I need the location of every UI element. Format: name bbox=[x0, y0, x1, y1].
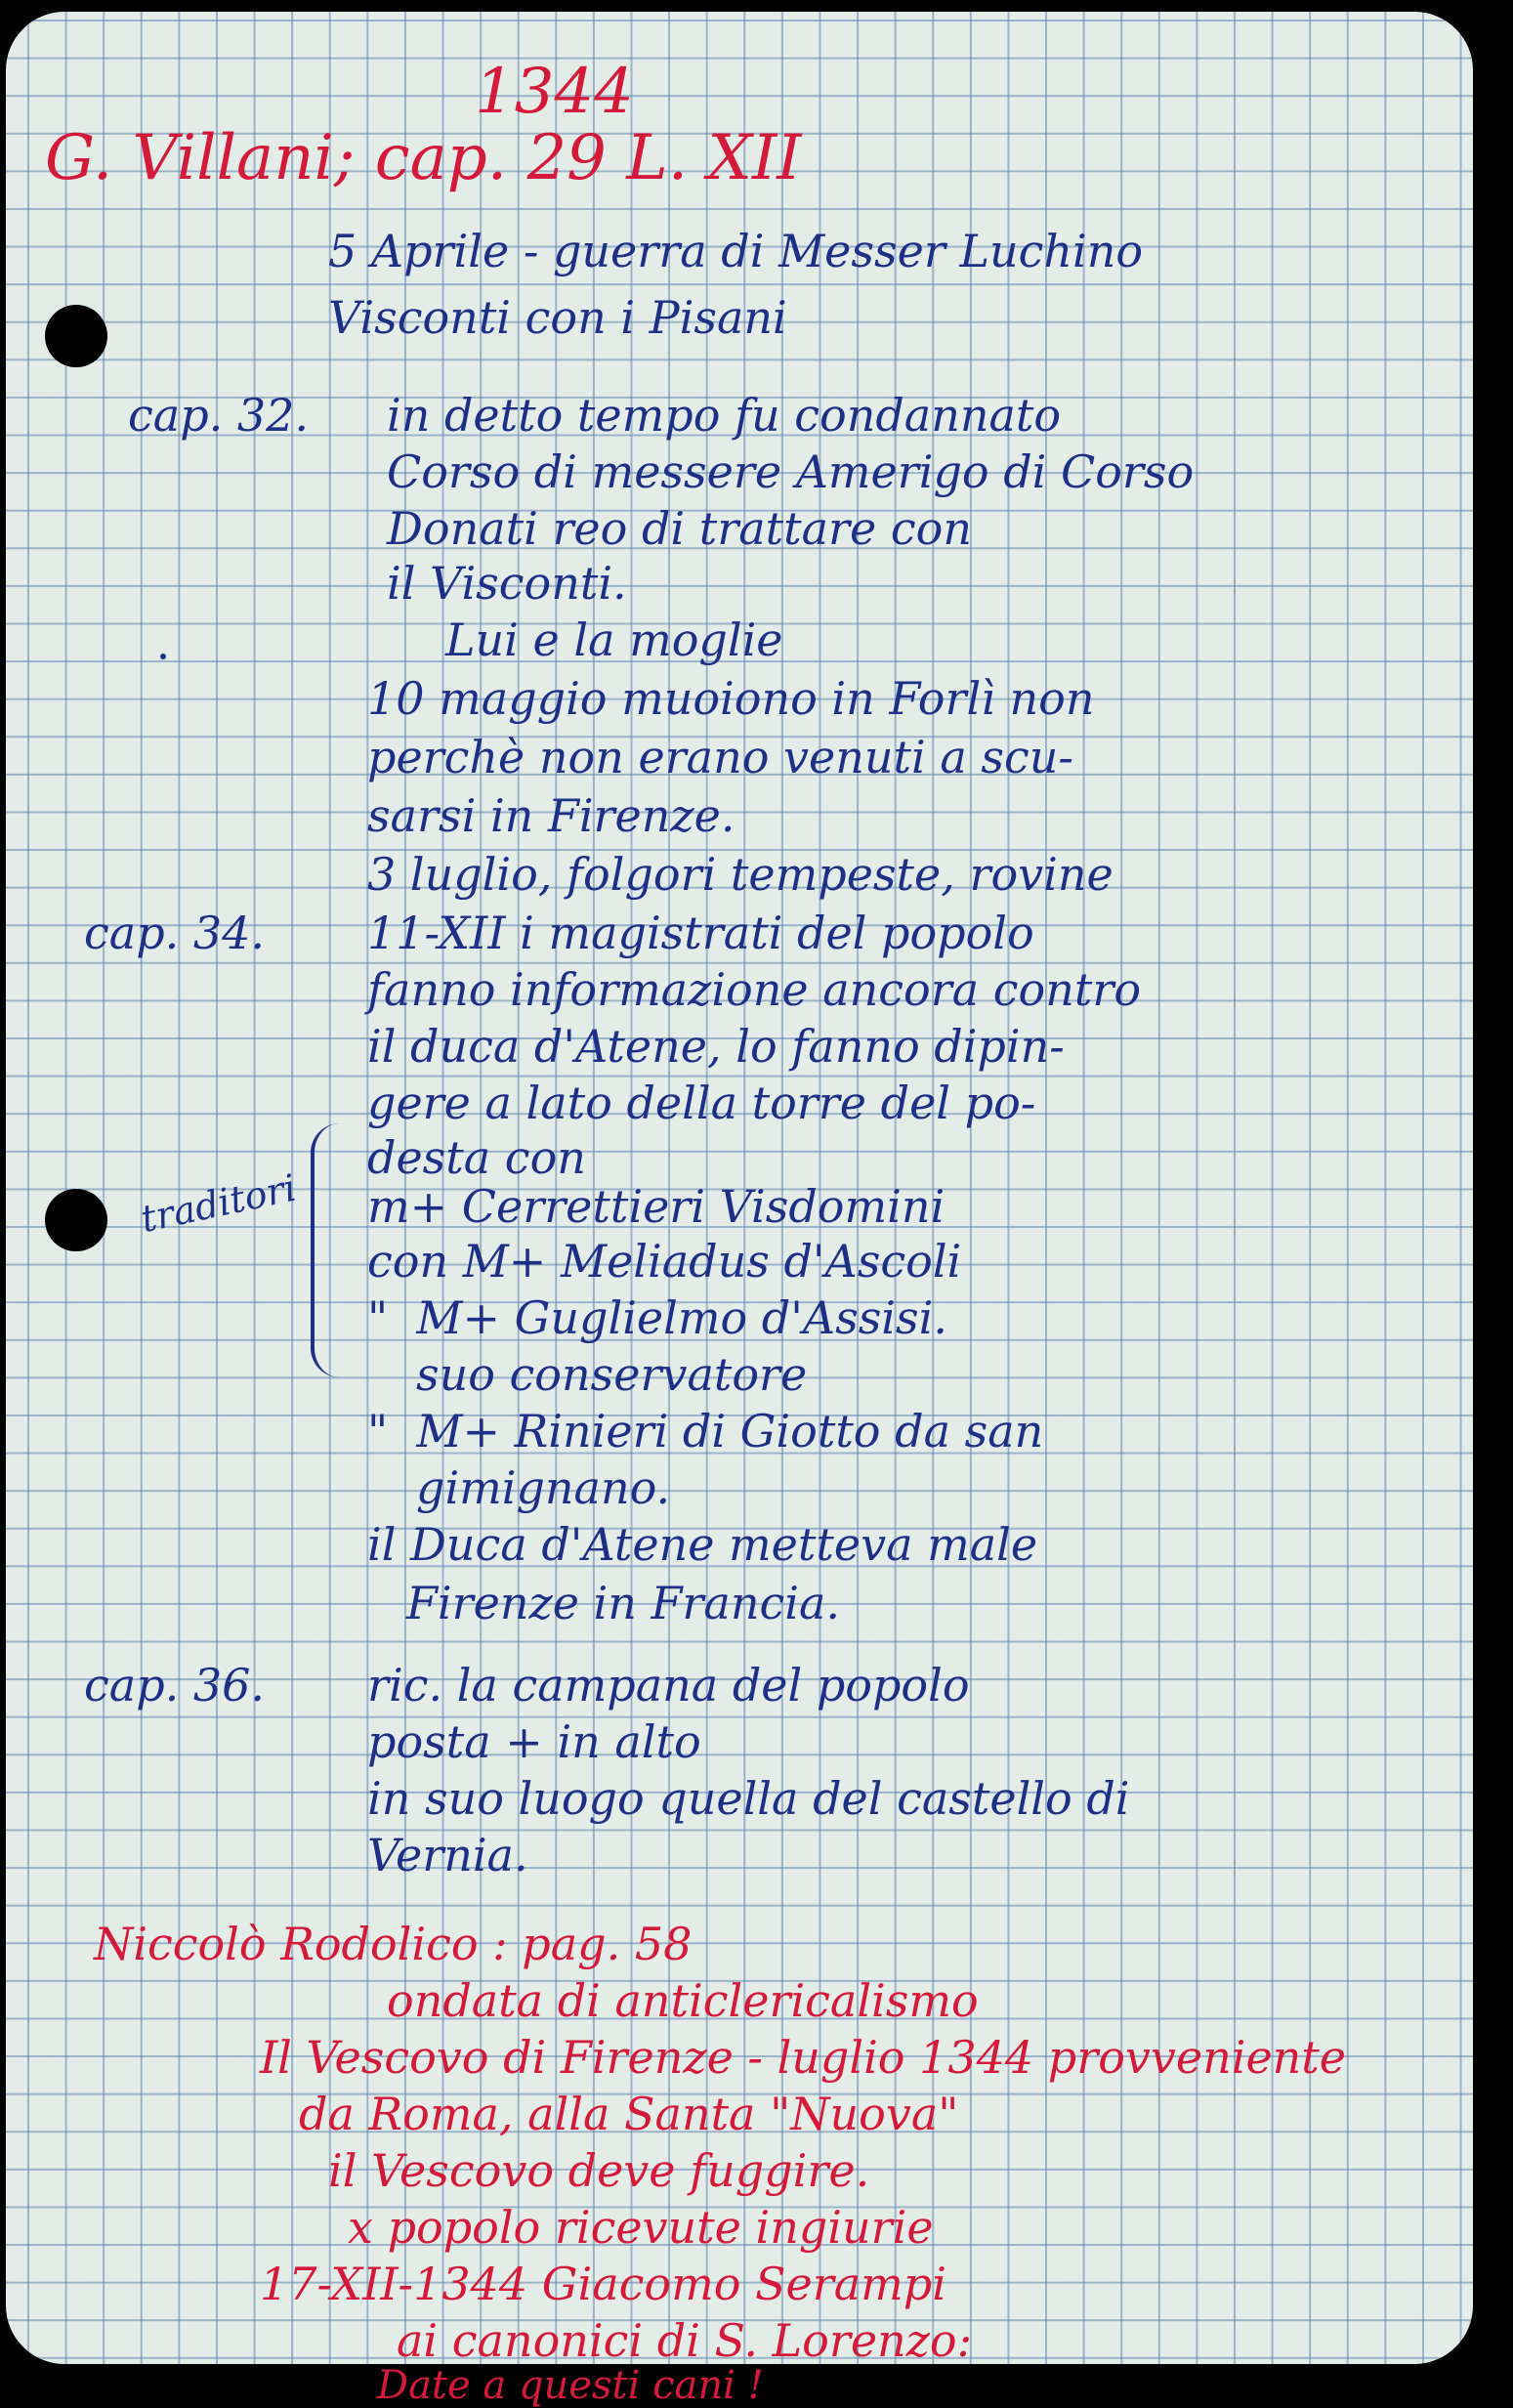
footnote-line: Il Vescovo di Firenze - luglio 1344 provveniente bbox=[260, 2031, 1347, 2084]
entry-line: Donati reo di trattare con bbox=[387, 502, 972, 555]
entry-line: gere a lato della torre del po- bbox=[367, 1077, 1036, 1129]
entry-line: posta + in alto bbox=[367, 1715, 701, 1768]
header-year: 1344 bbox=[475, 56, 634, 128]
entry-line: Lui e la moglie bbox=[445, 613, 783, 666]
entry-line: perchè non erano venuti a scu- bbox=[367, 731, 1073, 783]
entry-line: il Visconti. bbox=[387, 557, 627, 610]
entry-line: suo conservatore bbox=[416, 1348, 808, 1401]
footnote-line: x popolo ricevute ingiurie bbox=[348, 2201, 934, 2254]
punch-hole-bottom bbox=[45, 1189, 107, 1251]
entry-line: Firenze in Francia. bbox=[406, 1577, 840, 1629]
entry-line: 3 luglio, folgori tempeste, rovine bbox=[367, 848, 1114, 901]
bracket-brace bbox=[311, 1123, 354, 1377]
entry-line: 5 Aprile - guerra di Messer Luchino bbox=[328, 225, 1144, 277]
footnote-line: da Roma, alla Santa "Nuova" bbox=[299, 2088, 959, 2140]
entry-line: ric. la campana del popolo bbox=[367, 1659, 970, 1711]
chapter-label: cap. 36. bbox=[84, 1659, 266, 1711]
footnote-line: Niccolò Rodolico : pag. 58 bbox=[94, 1918, 693, 1970]
entry-line: " M+ Guglielmo d'Assisi. bbox=[367, 1291, 947, 1344]
margin-note: traditori bbox=[137, 1165, 301, 1242]
entry-line: 11-XII i magistrati del popolo bbox=[367, 907, 1034, 959]
punch-hole-top bbox=[45, 305, 107, 367]
entry-line: in detto tempo fu condannato bbox=[387, 389, 1062, 442]
entry-line: gimignano. bbox=[416, 1461, 671, 1514]
footnote-line: ai canonici di S. Lorenzo: bbox=[397, 2314, 973, 2367]
entry-line: Corso di messere Amerigo di Corso bbox=[387, 445, 1195, 498]
entry-line: Vernia. bbox=[367, 1829, 528, 1881]
entry-line: in suo luogo quella del castello di bbox=[367, 1772, 1130, 1825]
entry-line: fanno informazione ancora contro bbox=[367, 963, 1142, 1016]
entry-line: Visconti con i Pisani bbox=[328, 291, 787, 344]
entry-line: il Duca d'Atene metteva male bbox=[367, 1518, 1038, 1571]
footnote-line: il Vescovo deve fuggire. bbox=[328, 2144, 870, 2197]
entry-line: con M+ Meliadus d'Ascoli bbox=[367, 1235, 962, 1288]
entry-line: desta con bbox=[367, 1131, 586, 1184]
chapter-label: cap. 34. bbox=[84, 907, 266, 959]
entry-line: " M+ Rinieri di Giotto da san bbox=[367, 1405, 1044, 1457]
entry-line: il duca d'Atene, lo fanno dipin- bbox=[367, 1020, 1065, 1073]
entry-line: 10 maggio muoiono in Forlì non bbox=[367, 672, 1095, 725]
footnote-line: ondata di anticlericalismo bbox=[387, 1974, 979, 2027]
footnote-line: 17-XII-1344 Giacomo Serampi bbox=[260, 2258, 946, 2310]
header-reference: G. Villani; cap. 29 L. XII bbox=[45, 122, 802, 194]
margin-dot bbox=[160, 654, 166, 659]
chapter-label: cap. 32. bbox=[128, 389, 310, 442]
entry-line: sarsi in Firenze. bbox=[367, 789, 735, 842]
footnote-line: Date a questi cani ! bbox=[377, 2363, 764, 2408]
entry-line: m+ Cerrettieri Visdomini bbox=[367, 1180, 946, 1233]
index-card bbox=[6, 12, 1473, 2408]
